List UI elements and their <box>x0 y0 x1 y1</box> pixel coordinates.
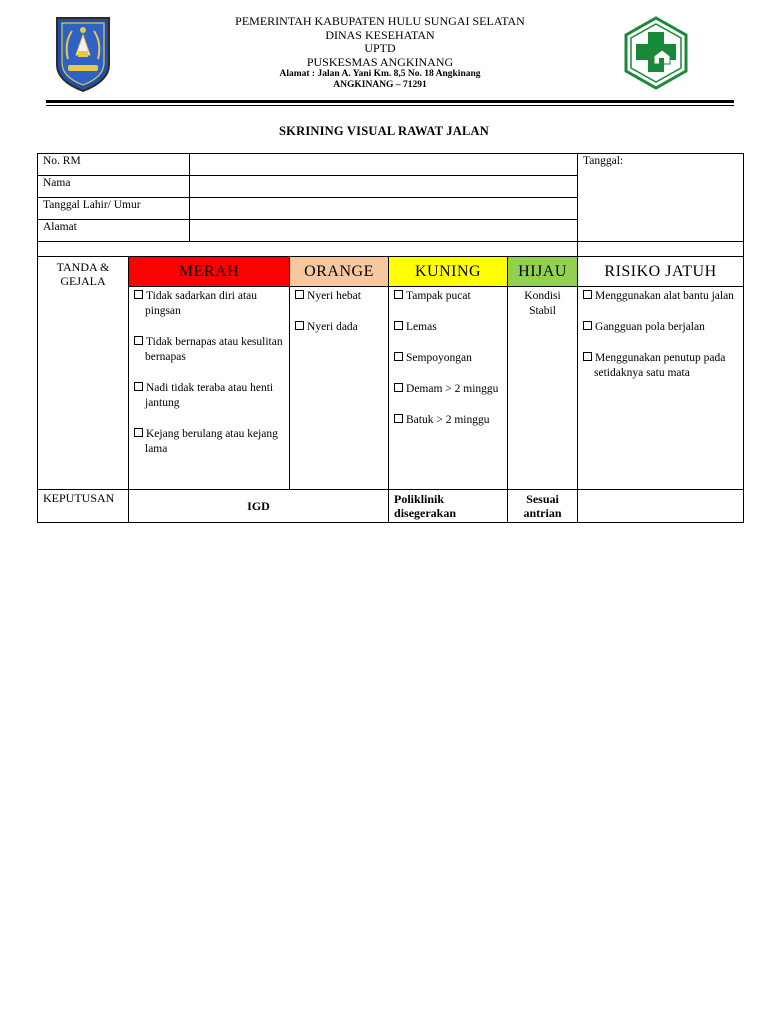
category-kuning: KUNING <box>389 257 508 287</box>
field-no-rm[interactable] <box>190 154 578 176</box>
item-label: Nadi tidak teraba atau henti jantung <box>145 382 274 409</box>
label-nama: Nama <box>38 176 190 198</box>
header-line-2: DINAS KESEHATAN <box>325 27 435 42</box>
info-row-no-rm <box>38 154 744 176</box>
checkbox-icon[interactable] <box>295 321 304 330</box>
item-label: Kejang berulang atau kejang lama <box>145 428 278 455</box>
puskesmas-logo <box>624 16 688 90</box>
header-rule-thick <box>46 100 734 103</box>
checkbox-icon[interactable] <box>394 383 403 392</box>
tanda-gejala-label: TANDA & GEJALA <box>38 257 129 490</box>
field-tanggal[interactable]: Tanggal: <box>578 154 744 242</box>
checkbox-item[interactable] <box>394 382 502 397</box>
checkbox-icon[interactable] <box>583 352 592 361</box>
item-label: Gangguan pola berjalan <box>595 321 705 333</box>
symptoms-row <box>38 287 744 490</box>
header-rule-thin <box>46 105 734 106</box>
spacer-row <box>38 242 744 257</box>
item-label: Demam > 2 minggu <box>406 383 499 395</box>
header-line-3: UPTD <box>364 41 396 55</box>
label-tanggal-lahir: Tanggal Lahir/ Umur <box>38 198 190 220</box>
category-orange: ORANGE <box>290 257 389 287</box>
checkbox-icon[interactable] <box>134 428 143 437</box>
checkbox-item[interactable] <box>134 427 284 457</box>
letterhead <box>0 0 768 110</box>
header-address: Alamat : Jalan A. Yani Km. 8,5 No. 18 Angkinang <box>279 69 481 79</box>
checkbox-item[interactable] <box>583 351 738 381</box>
item-label: Tampak pucat <box>406 290 471 302</box>
checkbox-icon[interactable] <box>134 382 143 391</box>
checkbox-icon[interactable] <box>583 290 592 299</box>
item-label: Lemas <box>406 321 437 333</box>
checkbox-icon[interactable] <box>394 414 403 423</box>
checkbox-item[interactable] <box>583 320 738 335</box>
item-label: Menggunakan alat bantu jalan <box>595 290 734 302</box>
screening-form-table <box>37 153 744 523</box>
category-merah: MERAH <box>129 257 290 287</box>
keputusan-sesuai-antrian: Sesuai antrian <box>508 490 578 523</box>
keputusan-label: KEPUTUSAN <box>38 490 129 523</box>
field-nama[interactable] <box>190 176 578 198</box>
checkbox-icon[interactable] <box>134 290 143 299</box>
checkbox-item[interactable] <box>394 351 502 366</box>
risiko-jatuh-list <box>578 287 744 490</box>
checkbox-item[interactable] <box>134 335 284 365</box>
header-line-4: PUSKESMAS ANGKINANG <box>306 54 454 69</box>
checkbox-icon[interactable] <box>295 290 304 299</box>
checkbox-icon[interactable] <box>583 321 592 330</box>
field-tanggal-lahir[interactable] <box>190 198 578 220</box>
item-label: Menggunakan penutup pada setidaknya satu mata <box>594 352 726 379</box>
item-label: Nyeri hebat <box>307 290 361 302</box>
checkbox-item[interactable] <box>295 320 383 335</box>
item-label: Sempoyongan <box>406 352 472 364</box>
regency-emblem-logo <box>54 15 112 93</box>
item-label: Batuk > 2 minggu <box>406 414 490 426</box>
checkbox-item[interactable] <box>134 381 284 411</box>
checkbox-icon[interactable] <box>134 336 143 345</box>
label-no-rm: No. RM <box>38 154 190 176</box>
keputusan-risiko-cell[interactable] <box>578 490 744 523</box>
field-alamat[interactable] <box>190 220 578 242</box>
header-line-1: PEMERINTAH KABUPATEN HULU SUNGAI SELATAN <box>235 14 525 28</box>
document-title: SKRINING VISUAL RAWAT JALAN <box>279 124 489 138</box>
letterhead-text <box>180 15 580 91</box>
hijau-kondisi-text: Kondisi Stabil <box>524 290 561 317</box>
item-label: Tidak sadarkan diri atau pingsan <box>145 290 258 317</box>
category-risiko-jatuh: RISIKO JATUH <box>578 257 744 287</box>
checkbox-item[interactable] <box>134 289 284 319</box>
keputusan-row <box>38 490 744 523</box>
item-label: Nyeri dada <box>307 321 358 333</box>
hijau-cell <box>508 287 578 490</box>
checkbox-item[interactable] <box>394 413 502 428</box>
checkbox-item[interactable] <box>295 289 383 304</box>
header-city: ANGKINANG – 71291 <box>333 80 427 90</box>
checkbox-icon[interactable] <box>394 352 403 361</box>
checkbox-item[interactable] <box>394 289 502 304</box>
keputusan-poliklinik: Poliklinik disegerakan <box>389 490 508 523</box>
category-header-row <box>38 257 744 287</box>
merah-list <box>129 287 290 490</box>
spacer-cell <box>38 242 578 257</box>
item-label: Tidak bernapas atau kesulitan bernapas <box>145 336 283 363</box>
spacer-cell-right <box>578 242 744 257</box>
checkbox-icon[interactable] <box>394 290 403 299</box>
category-hijau: HIJAU <box>508 257 578 287</box>
checkbox-item[interactable] <box>583 289 738 304</box>
checkbox-item[interactable] <box>394 320 502 335</box>
orange-list <box>290 287 389 490</box>
checkbox-icon[interactable] <box>394 321 403 330</box>
kuning-list <box>389 287 508 490</box>
label-alamat: Alamat <box>38 220 190 242</box>
keputusan-igd: IGD <box>129 490 389 523</box>
